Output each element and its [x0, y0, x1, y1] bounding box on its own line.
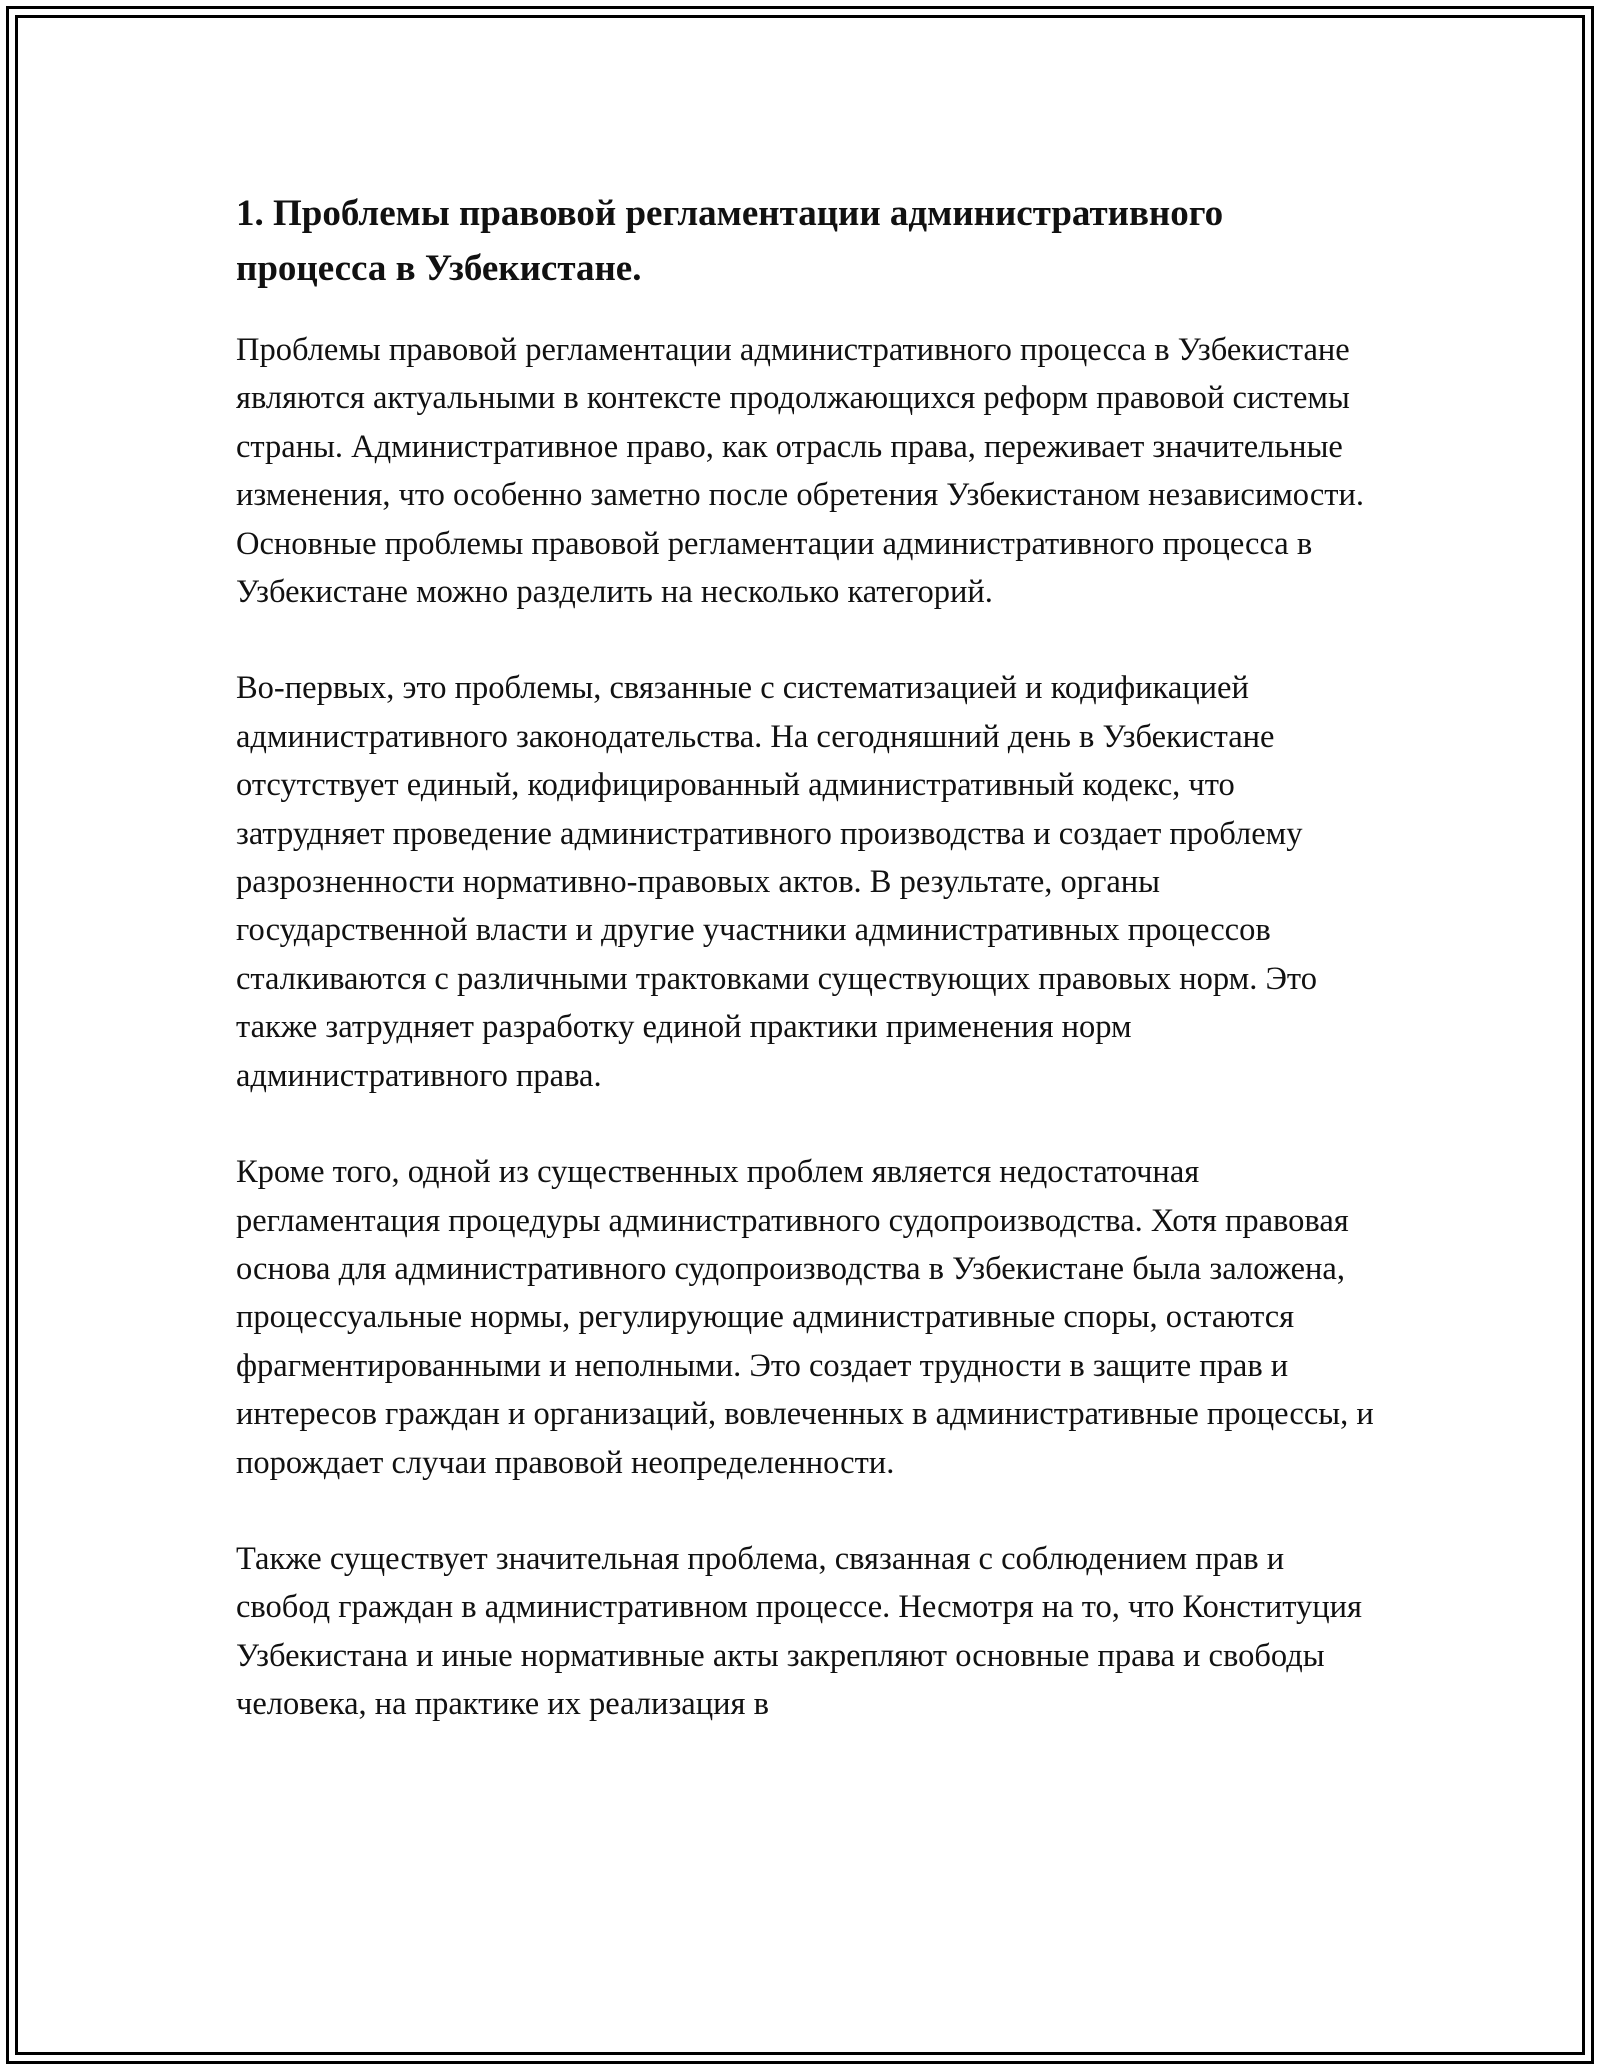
paragraph-judicial-procedure: Кроме того, одной из существенных проблем является недостаточная регламентация процедуры административного судопроизводства. Хотя правовая основа для административного судопроизводства в Узбекистане была заложена, процессуальные нормы, регулирующие административные споры, остаются фрагментированными и неполными. Это создает трудности в защите прав и интересов граждан и организаций, вовлеченных в административные процессы, и порождает случаи правовой неопределенности. — [236, 1154, 1374, 1481]
paragraph-intro: Проблемы правовой регламентации административного процесса в Узбекистане являются актуальными в контексте продолжающихся реформ правовой системы страны. Административное право, как отрасль права, переживает значительные изменения, что особенно заметно после обретения Узбекистаном независимости. Основные проблемы правовой регламентации административного процесса в Узбекистане можно разделить на несколько категорий. — [236, 332, 1364, 611]
paragraph-codification: Во-первых, это проблемы, связанные с систематизацией и кодификацией административного законодательства. На сегодняшний день в Узбекистане отсутствует единый, кодифицированный административный кодекс, что затрудняет проведение административного производства и создает проблему разрозненности нормативно-правовых актов. В результате, органы государственной власти и другие участники административных процессов сталкиваются с различными трактовками существующих правовых норм. Это также затрудняет разработку единой практики применения норм административного права. — [236, 670, 1317, 1094]
paragraph-citizen-rights: Также существует значительная проблема, связанная с соблюдением прав и свобод граждан в административном процессе. Несмотря на то, что Конституция Узбекистана и иные нормативные акты закрепляют основные права и свободы человека, на практике их реализация в — [236, 1540, 1363, 1723]
document-body — [236, 186, 1376, 1729]
section-heading: 1. Проблемы правовой регламентации административного процесса в Узбекистане. — [236, 193, 1224, 289]
